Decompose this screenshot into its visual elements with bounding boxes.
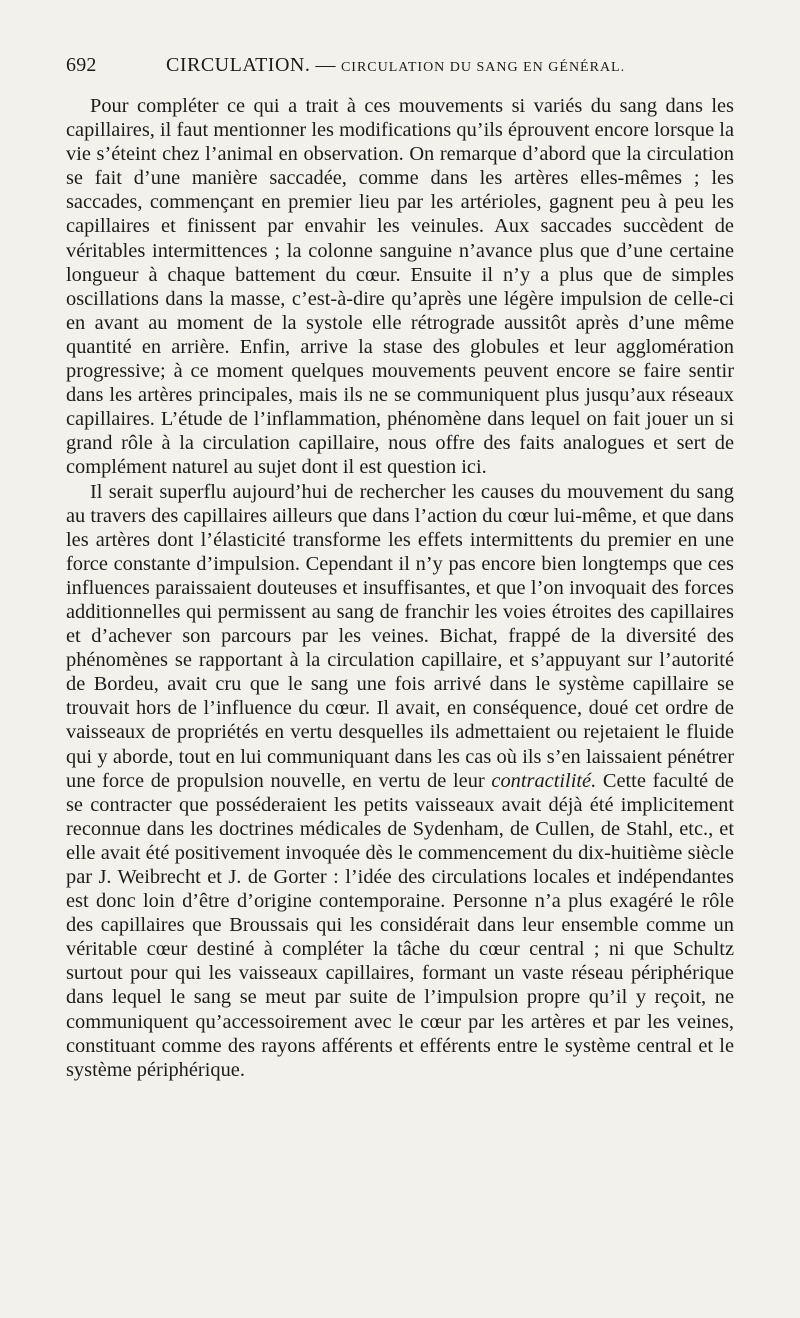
paragraph-2-part-2: Cette faculté de se contracter que posséderaient les petits vaisseaux avait déjà été implicitement reconnue dans les doctrines médicales de Sydenham, de Cullen, de Stahl, etc., et elle avait été positivement invoquée dès le commencement du dix-huitième siècle par J. Weibrecht et J. de Gorter : l’idée des circulations locales et indépendantes est donc loin d’être d’origine contemporaine. Personne n’a plus exagéré le rôle des capillaires que Broussais qui les considérait dans leur ensemble comme un véritable cœur destiné à compléter la tâche du cœur central ; ni que Schultz surtout pour qui les vaisseaux capillaires, formant un vaste réseau périphérique dans lequel le sang se meut par suite de l’impulsion propre qu’il y reçoit, ne communiquent qu’accessoirement avec le cœur par les artères et par les veines, constituant comme des rayons afférents et efférents entre le système central et le système périphérique. — [66, 769, 734, 1081]
body-text — [66, 94, 734, 1082]
paragraph-2-italic-term: contractilité. — [491, 769, 597, 792]
paragraph-2 — [66, 480, 734, 1082]
paragraph-2-part-1: Il serait superflu aujourd’hui de rechercher les causes du mouvement du sang au travers des capillaires ailleurs que dans l’action du cœur lui-même, et que dans les artères dont l’élasticité transforme les effets intermittents du premier en une force constante d’impulsion. Cependant il n’y pas encore bien longtemps que ces influences paraissaient douteuses et insuffisantes, et que l’on invoquait des forces additionnelles qui permissent au sang de franchir les voies étroites des capillaires et d’achever son parcours par les veines. Bichat, frappé de la diversité des phénomènes se rapportant à la circulation capillaire, et s’appuyant sur l’autorité de Bordeu, avait cru que le sang une fois arrivé dans le système capillaire se trouvait hors de l’influence du cœur. Il avait, en conséquence, doué cet ordre de vaisseaux de propriétés en vertu desquelles ils admettaient ou rejetaient le fluide qui y aborde, tout en lui communiquant dans les cas où ils s’en laissaient pénétrer une force de propulsion nouvelle, en vertu de leur — [66, 480, 734, 792]
running-title — [166, 54, 625, 77]
paragraph-1: Pour compléter ce qui a trait à ces mouvements si variés du sang dans les capillaires, il faut mentionner les modifications qu’ils éprouvent encore lorsque la vie s’éteint chez l’animal en observation. On remarque d’abord que la circulation se fait d’une manière saccadée, comme dans les artères elles-mêmes ; les saccades, commençant en premier lieu par les artérioles, gagnent peu à peu les capillaires et finissent par envahir les veinules. Aux saccades succèdent de véritables intermittences ; la colonne sanguine n’avance plus que d’une certaine longueur à chaque battement du cœur. Ensuite il n’y a plus que de simples oscillations dans la masse, c’est-à-dire qu’après une légère impulsion de celle-ci en avant au moment de la systole elle rétrograde aussitôt après d’une même quantité en arrière. Enfin, arrive la stase des globules et leur agglomération progressive; à ce moment quelques mouvements peuvent encore se faire sentir dans les artères principales, mais ils ne se communiquent plus jusqu’aux réseaux capillaires. L’étude de l’inflammation, phénomène dans lequel on fait jouer un si grand rôle à la circulation capillaire, nous offre des faits analogues et sert de complément naturel au sujet dont il est question ici. — [66, 95, 734, 479]
page-number: 692 — [66, 54, 97, 76]
running-title-sub: CIRCULATION DU SANG EN GÉNÉRAL. — [340, 60, 626, 75]
book-page — [66, 54, 734, 1082]
running-header — [66, 54, 734, 94]
running-title-separator: — — [310, 54, 341, 76]
running-title-main: CIRCULATION. — [166, 54, 311, 76]
